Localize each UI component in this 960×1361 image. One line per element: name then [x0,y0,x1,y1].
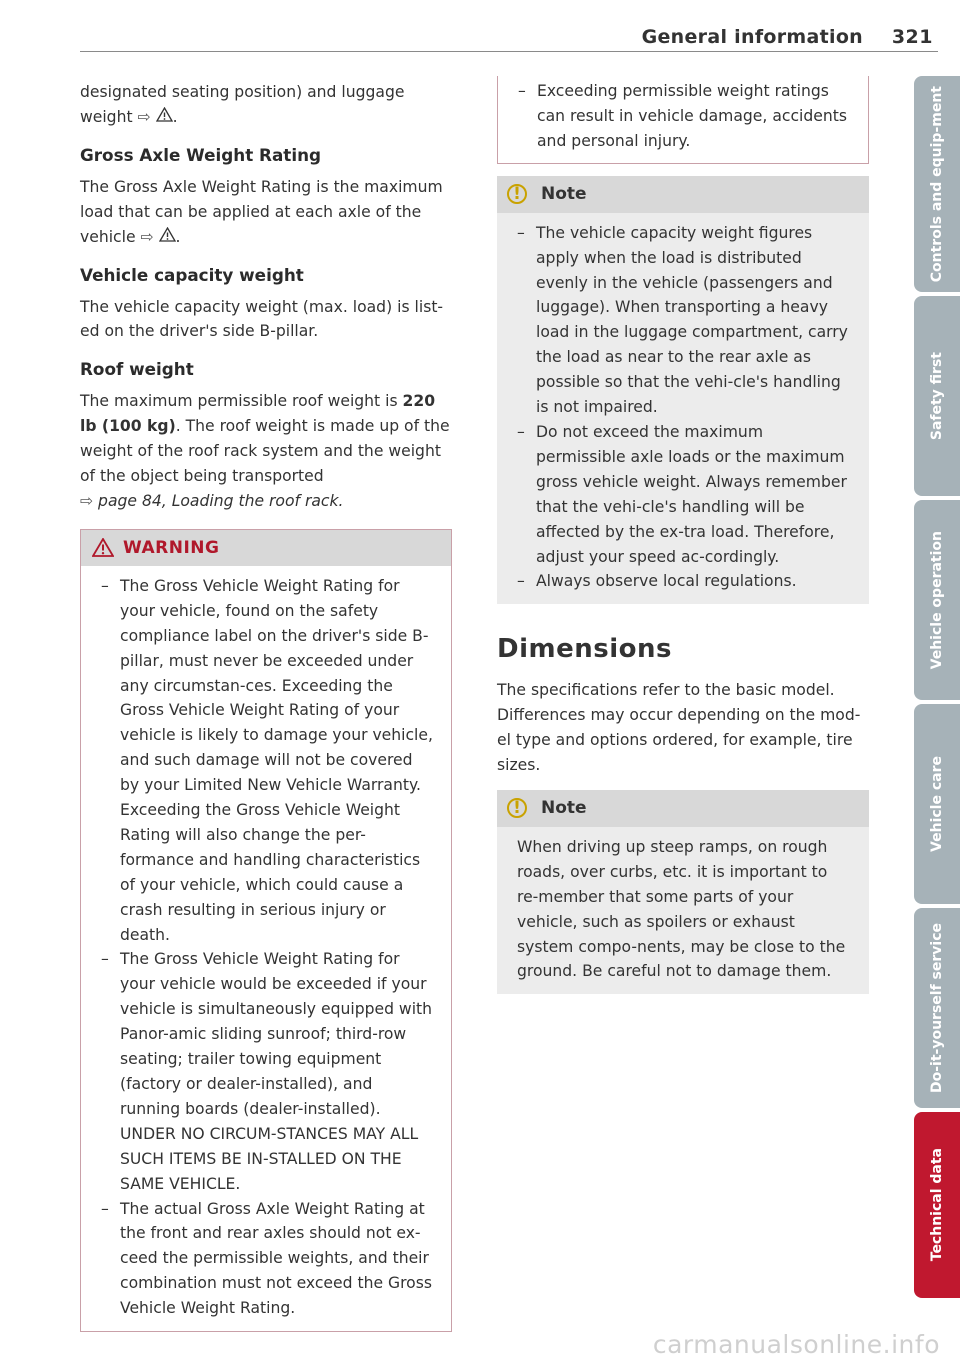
list-item: – Do not exceed the maximum permissible axle loads or the maximum gross vehicle weight. Always remember that the vehi-cle's handling will be affected by the ex-tra load. Therefore, adjust your speed ac-cordingly. [517,420,851,569]
right-arrow-icon[interactable]: ⇨ [137,107,151,126]
page-number: 321 [891,26,933,48]
watermark-text: carmanualsonline.info [652,1330,940,1359]
roof-text-pre: The maximum permissible roof weight is [80,392,403,411]
list-item: – Always observe local regulations. [517,569,851,594]
note-body [497,827,869,994]
right-arrow-icon[interactable]: ⇨ [140,227,154,246]
warning-box [80,529,452,1332]
tab-controls-and-equipment[interactable] [914,76,960,292]
tab-label: Vehicle care [929,756,945,852]
gross-axle-text: The Gross Axle Weight Rating is the maximum load that can be applied at each axle of the vehicle [80,177,443,246]
roof-paragraph [80,389,452,514]
note-title: Note [541,184,587,205]
warning-title: WARNING [123,537,220,558]
roof-weight-value: 220 lb (100 kg) [80,392,436,436]
intro-paragraph: designated seating position) and luggage weight ⇨ . [80,83,405,126]
note-header [497,176,869,213]
warning-triangle-icon[interactable] [156,107,173,122]
running-header-title: General information [641,26,863,48]
warning-header [81,530,451,566]
list-item: – The Gross Vehicle Weight Rating for your vehicle would be exceeded if your vehicle is simultaneously equipped with Panor-amic sliding sunroof; third-row seating; trailer towing equipment (factory or dealer-installed), and running boards (dealer-installed). UNDER NO CIRCUM-STANCES MAY ALL SUCH ITEMS BE IN-STALLED ON THE SAME VEHICLE. [101,947,433,1196]
note-header [497,790,869,827]
list-item: – Exceeding permissible weight ratings can result in vehicle damage, accidents and personal injury. [518,79,850,154]
info-circle-icon: ! [507,798,527,818]
left-column [80,80,452,1332]
tab-technical-data[interactable] [914,1112,960,1298]
gross-axle-heading: Gross Axle Weight Rating [80,144,322,165]
right-column [497,76,869,994]
note-text: When driving up steep ramps, on rough roads, over curbs, etc. it is important to re-member that some parts of your vehicle, such as spoilers or exhaust system compo-nents, may be close to the ground. Be careful not to damage them. [517,837,846,981]
chapter-tabs [914,0,960,1361]
dimensions-paragraph: The specifications refer to the basic model. Differences may occur depending on the mod-el type and options ordered, for example, tire sizes. [497,681,861,775]
tab-safety-first[interactable] [914,296,960,496]
warning-triangle-icon[interactable] [159,227,176,242]
info-circle-icon: ! [507,184,527,204]
tab-do-it-yourself-service[interactable] [914,908,960,1108]
list-item: – The actual Gross Axle Weight Rating at the front and rear axles should not ex-ceed the permissible weights, and their combination must not exceed the Gross Vehicle Weight Rating. [101,1197,433,1322]
note-title: Note [541,798,587,819]
capacity-paragraph: The vehicle capacity weight (max. load) is list-ed on the driver's side B-pillar. [80,297,444,341]
dimensions-heading: Dimensions [497,634,672,665]
header-rule [80,51,938,52]
note-box [497,176,869,605]
roof-heading: Roof weight [80,359,194,380]
tab-label: Technical data [929,1148,945,1262]
list-item: – The Gross Vehicle Weight Rating for your vehicle, found on the safety compliance label on the driver's side B-pillar, must never be exceeded under any circumstan-ces. Exceeding the Gross Vehicle Weight Rating of your vehicle is likely to damage your vehicle, and such damage will not be covered by your Limited New Vehicle Warranty. Exceeding the Gross Vehicle Weight Rating will also change the per-formance and handling characteristics of your vehicle, which could cause a crash resulting in serious injury or death. [101,574,433,948]
gross-axle-paragraph: The Gross Axle Weight Rating is the maximum load that can be applied at each axle of the vehicle ⇨ . [80,177,443,246]
capacity-heading: Vehicle capacity weight [80,264,304,285]
intro-line-1: designated seating position) and luggage [80,83,405,101]
warning-triangle-icon [92,538,114,557]
warning-continuation [497,76,869,164]
tab-label: Controls and equip-ment [929,85,945,283]
note-box [497,790,869,994]
roof-rack-link[interactable]: page 84, Loading the roof rack. [98,491,344,510]
tab-label: Vehicle operation [929,530,945,670]
intro-line-2: weight [80,107,138,126]
tab-vehicle-operation[interactable] [914,500,960,700]
tab-label: Do-it-yourself service [929,922,945,1093]
watermark [653,1330,940,1359]
note-body [497,213,869,605]
list-item: – The vehicle capacity weight figures apply when the load is distributed evenly in the vehicle (passengers and luggage). When transporting a heavy load in the luggage compartment, carry the load as near to the rear axle as possible so that the vehi-cle's handling is not impaired. [517,221,851,420]
warning-body [81,566,451,1331]
tab-label: Safety first [929,351,945,441]
roof-text-post: . The roof weight is made up of the weight of the roof rack system and the weight of the object being transported [80,417,450,486]
tab-vehicle-care[interactable] [914,704,960,904]
right-arrow-icon[interactable]: ⇨ [80,491,94,510]
